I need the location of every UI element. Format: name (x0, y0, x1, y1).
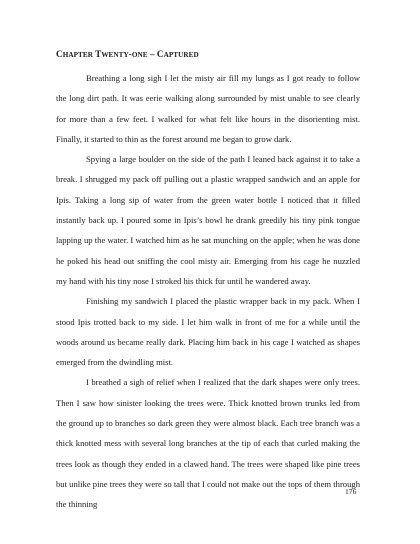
chapter-heading-part: T (92, 49, 102, 59)
paragraph: I breathed a sigh of relief when I realized that the dark shapes were only trees. Then I saw how sinister looking the trees were. Thick knotted brown trunks led from the ground up to branches so dark green they were almost black. Each tree branch was a thick knotted mess with several long branches at the tip of each that curled making the trees look as though they ended in a clawed hand. The trees were shaped like pine trees but unlike pine trees they were so tall that I could not make out the tops of them through the thinning (56, 377, 360, 510)
chapter-heading-part: APTURED (163, 51, 199, 59)
chapter-heading-part: – C (147, 49, 164, 59)
paragraph: Spying a large boulder on the side of the path I leaned back against it to take a break. I shrugged my pack off pulling out a plastic wrapped sandwich and an apple for Ipis. Taking a long sip of water from the green water bottle I noticed that it filled instantly back up. I poured some in Ipis’s bowl he drank greedily his tiny pink tongue lapping up the water. I watched him as he sat munching on the apple; when he was done he poked his head out sniffing the cool misty air. Emerging from his cage he nuzzled my hand with his tiny nose I stroked his thick fur until he wandered away. (56, 154, 360, 286)
chapter-heading-part: ONE (131, 51, 148, 59)
chapter-heading-part: C (56, 49, 63, 59)
chapter-heading (56, 49, 199, 59)
chapter-heading-part: - (128, 49, 132, 59)
paragraph: Breathing a long sigh I let the misty air fill my lungs as I got ready to follow the long dirt path. It was eerie walking along surrounded by mist unable to see clearly for more than a few feet. I walked for what felt like hours in the disorienting mist. Finally, it started to thin as the forest around me began to grow dark. (56, 73, 360, 144)
chapter-heading-part: WENTY (101, 51, 129, 59)
body-text (56, 68, 360, 515)
chapter-heading-part: HAPTER (62, 51, 93, 59)
page-number: 176 (345, 487, 357, 496)
paragraph: Finishing my sandwich I placed the plastic wrapper back in my pack. When I stood Ipis trotted back to my side. I let him walk in front of me for a while until the woods around us became really dark. Placing him back in his cage I watched as shapes emerged from the dwindling mist. (56, 296, 360, 368)
